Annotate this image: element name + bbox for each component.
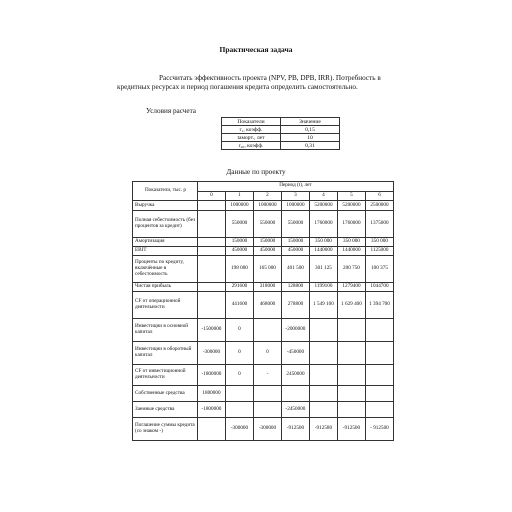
cell-value	[197, 283, 225, 292]
cell-value: 450000	[225, 247, 253, 256]
cell-value: 0	[253, 342, 281, 365]
cell-value: 1760000	[337, 211, 365, 238]
cell-value: -1800000	[197, 365, 225, 386]
cell-value	[365, 319, 393, 342]
cell-value: 1125000	[365, 247, 393, 256]
period-header: 2	[253, 191, 281, 201]
cell-value	[253, 402, 281, 418]
cell-value	[225, 386, 253, 402]
cell-value: 0	[225, 365, 253, 386]
param-name: r₁, коэфф.	[222, 126, 281, 134]
param-name: r₂₀, коэфф.	[222, 142, 281, 150]
row-label: Инвестиции в оборотный капитал	[133, 342, 198, 365]
cell-value: 1375000	[365, 211, 393, 238]
cell-value	[281, 386, 309, 402]
cell-value: 128800	[281, 283, 309, 292]
table-row	[133, 402, 394, 418]
period-header: 4	[309, 191, 337, 201]
row-label: Выручка	[133, 201, 198, 211]
cell-value: 150000	[225, 238, 253, 247]
table-row	[133, 386, 394, 402]
param-value: 0,15	[281, 126, 340, 134]
cell-value: -2450000	[281, 402, 309, 418]
row-label: CF от операционной деятельности	[133, 292, 198, 319]
cell-value: 1440000	[309, 247, 337, 256]
params-header-value: Значение	[281, 118, 340, 126]
cell-value: -450000	[281, 342, 309, 365]
cell-value: 1044700	[365, 283, 393, 292]
cell-value	[365, 386, 393, 402]
period-header: 1	[225, 191, 253, 201]
cell-value: -2000000	[281, 319, 309, 342]
cell-value: 468000	[253, 292, 281, 319]
params-row	[222, 142, 340, 150]
cell-value: 1000000	[281, 201, 309, 211]
cell-value: 550000	[281, 211, 309, 238]
corner-label: Показатели, тыс. р	[133, 182, 198, 201]
cell-value	[253, 319, 281, 342]
cell-value: 100 375	[365, 256, 393, 283]
cell-value: -912500	[281, 418, 309, 441]
project-title: Данные по проекту	[226, 168, 286, 176]
row-label: CF от инвестиционной деятельности	[133, 365, 198, 386]
cell-value: 200 750	[337, 256, 365, 283]
cell-value: 2500000	[365, 201, 393, 211]
cell-value: 198 000	[225, 256, 253, 283]
cell-value	[337, 342, 365, 365]
task-text	[117, 74, 417, 92]
param-name: tамopт., лет	[222, 134, 281, 142]
cell-value: 301 125	[309, 256, 337, 283]
cell-value: 350 000	[337, 238, 365, 247]
period-header: 3	[281, 191, 309, 201]
cell-value	[309, 365, 337, 386]
row-label: Амортизация	[133, 238, 198, 247]
cell-value	[197, 292, 225, 319]
param-value: 0,31	[281, 142, 340, 150]
cell-value: 0	[225, 319, 253, 342]
cell-value	[197, 256, 225, 283]
row-label: Полная себестоимость (без процентов за кредит)	[133, 211, 198, 238]
cell-value: -300000	[225, 418, 253, 441]
cell-value: 150000	[281, 238, 309, 247]
table-row	[133, 238, 394, 247]
cell-value	[253, 386, 281, 402]
cell-value	[225, 402, 253, 418]
cell-value: 1440000	[337, 247, 365, 256]
cell-value: 450000	[281, 247, 309, 256]
row-label: Проценты по кредиту, включённые в себестоимость	[133, 256, 198, 283]
cell-value: 350 000	[365, 238, 393, 247]
row-label: Инвестиции в основной капитал	[133, 319, 198, 342]
project-table	[132, 181, 394, 441]
cell-value: 450000	[253, 247, 281, 256]
project-header-row	[133, 182, 394, 192]
table-row	[133, 292, 394, 319]
row-label: Заемные средства	[133, 402, 198, 418]
params-header-name: Показатели	[222, 118, 281, 126]
period-label: Период (t), лет	[197, 182, 393, 192]
cell-value	[365, 402, 393, 418]
cell-value: 5200000	[309, 201, 337, 211]
cell-value	[197, 211, 225, 238]
cell-value: 2450000	[281, 365, 309, 386]
table-row	[133, 211, 394, 238]
cell-value: -1800000	[197, 402, 225, 418]
cell-value	[309, 402, 337, 418]
params-table	[221, 117, 340, 150]
cell-value	[337, 365, 365, 386]
cell-value	[309, 319, 337, 342]
table-row	[133, 283, 394, 292]
params-row	[222, 134, 340, 142]
cell-value	[197, 418, 225, 441]
cell-value	[309, 386, 337, 402]
cell-value: 550000	[225, 211, 253, 238]
cell-value: 550000	[253, 211, 281, 238]
table-row	[133, 201, 394, 211]
cell-value: 165 000	[253, 256, 281, 283]
cell-value	[337, 319, 365, 342]
period-header: 0	[197, 191, 225, 201]
cell-value: 1800000	[197, 386, 225, 402]
params-header-row	[222, 118, 340, 126]
row-label: Чистая прибыль	[133, 283, 198, 292]
cell-value: - 912500	[365, 418, 393, 441]
cell-value: 1279400	[337, 283, 365, 292]
cell-value: -1500000	[197, 319, 225, 342]
cell-value: -	[253, 365, 281, 386]
page-title: Практическая задача	[219, 45, 293, 54]
cell-value: 0	[225, 342, 253, 365]
cell-value	[197, 247, 225, 256]
cell-value: 1 549 100	[309, 292, 337, 319]
task-line-2: кредитных ресурсах и период погашения кредита определить самостоятельно.	[117, 83, 358, 91]
table-row	[133, 365, 394, 386]
period-header: 5	[337, 191, 365, 201]
table-row	[133, 342, 394, 365]
cell-value: -300000	[253, 418, 281, 441]
row-label: EBIT	[133, 247, 198, 256]
period-header: 6	[365, 191, 393, 201]
cell-value: 278800	[281, 292, 309, 319]
task-line-1: Рассчитать эффективность проекта (NPV, PB, DPB, IRR). Потребность в	[159, 74, 381, 82]
cell-value: 350 000	[309, 238, 337, 247]
table-row	[133, 319, 394, 342]
cell-value	[365, 342, 393, 365]
cell-value: 1000000	[225, 201, 253, 211]
cell-value: -912500	[337, 418, 365, 441]
cell-value	[337, 386, 365, 402]
cell-value: 318000	[253, 283, 281, 292]
cell-value: 401 500	[281, 256, 309, 283]
row-label: Погашение суммы кредита (со знаком -)	[133, 418, 198, 441]
cell-value: 1199100	[309, 283, 337, 292]
cell-value	[309, 342, 337, 365]
params-row	[222, 126, 340, 134]
cell-value: 1 629 400	[337, 292, 365, 319]
cell-value	[365, 365, 393, 386]
conditions-label: Условия расчета	[146, 107, 196, 115]
cell-value: -912580	[309, 418, 337, 441]
table-row	[133, 256, 394, 283]
param-value: 10	[281, 134, 340, 142]
cell-value: 441600	[225, 292, 253, 319]
cell-value	[337, 402, 365, 418]
cell-value: -300000	[197, 342, 225, 365]
cell-value: 1 394 700	[365, 292, 393, 319]
cell-value: 291600	[225, 283, 253, 292]
table-row	[133, 418, 394, 441]
table-row	[133, 247, 394, 256]
cell-value: 5200000	[337, 201, 365, 211]
row-label: Собственные средства	[133, 386, 198, 402]
cell-value: 1000000	[253, 201, 281, 211]
cell-value	[197, 201, 225, 211]
cell-value: 1760000	[309, 211, 337, 238]
cell-value	[197, 238, 225, 247]
cell-value: 150000	[253, 238, 281, 247]
